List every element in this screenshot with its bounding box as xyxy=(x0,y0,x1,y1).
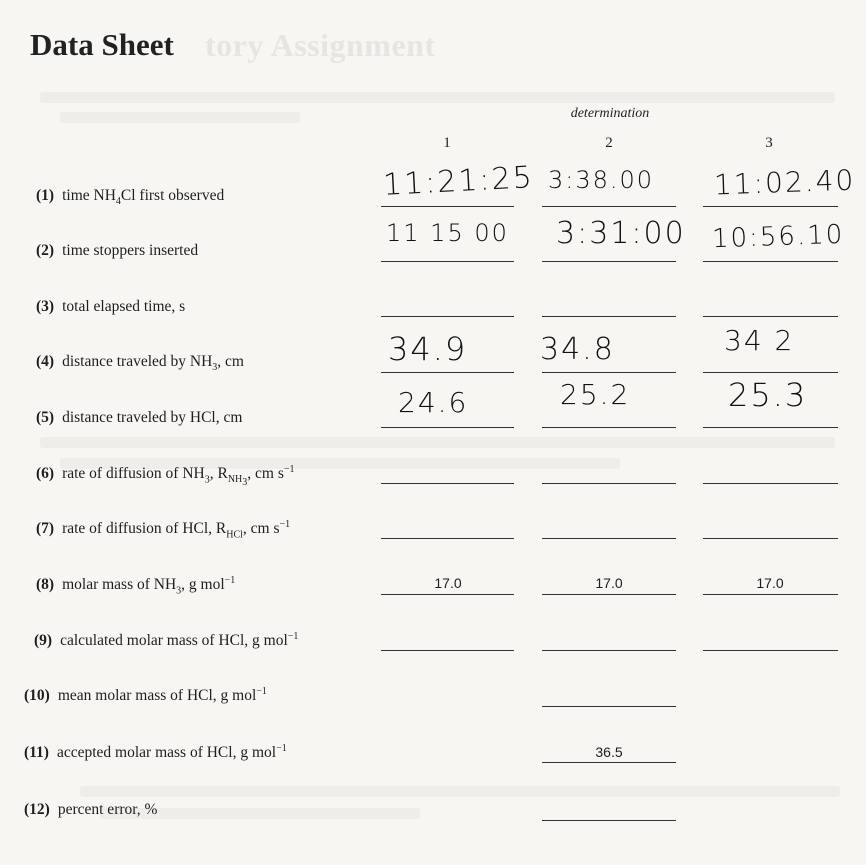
bleed-through-heading: tory Assignment xyxy=(205,27,436,63)
determination-header: determination xyxy=(570,106,650,121)
row-label-9: (9) calculated molar mass of HCl, g mol$^{-1}$ xyxy=(34,631,299,650)
blank-line[interactable] xyxy=(381,538,514,539)
row-label-8: (8) molar mass of $NH_3$, g mol$^{-1}$ xyxy=(36,575,236,597)
blank-line[interactable] xyxy=(542,206,676,207)
column-number-1: 1 xyxy=(443,135,451,151)
handwritten-time-stoppers-2: 3:31:00 xyxy=(556,216,686,251)
handwritten-time-observed-3: 11:02.40 xyxy=(713,163,856,202)
handwritten-distance-nh3-3: 34 2 xyxy=(724,324,795,357)
blank-line[interactable] xyxy=(381,483,514,484)
row-label-10: (10) mean molar mass of HCl, g mol$^{-1}$ xyxy=(24,686,267,705)
blank-line[interactable] xyxy=(703,483,838,484)
handwritten-time-observed-2: 3:38.00 xyxy=(548,166,655,194)
row-label-12: (12) percent error, % xyxy=(24,801,158,818)
blank-line[interactable] xyxy=(542,762,676,763)
bleed-through-line xyxy=(40,437,835,448)
row-label-5: (5) distance traveled by HCl, cm xyxy=(36,409,243,426)
accepted-molar-mass-hcl-value: 36.5 xyxy=(595,744,623,760)
handwritten-time-observed-1: 11:21:25 xyxy=(382,160,535,203)
blank-line[interactable] xyxy=(542,820,676,821)
bleed-through-line xyxy=(60,112,300,123)
blank-line[interactable] xyxy=(703,427,838,428)
handwritten-distance-hcl-1: 24.6 xyxy=(398,386,469,419)
blank-line[interactable] xyxy=(542,261,676,262)
handwritten-distance-hcl-3: 25.3 xyxy=(728,376,808,414)
handwritten-time-stoppers-3: 10:56.10 xyxy=(711,219,845,255)
blank-line[interactable] xyxy=(381,594,514,595)
row-label-7: (7) rate of diffusion of HCl, $R_{HCl}$, cm $s^{-1}$ xyxy=(36,519,291,541)
molar-mass-nh3-value-3: 17.0 xyxy=(756,575,784,591)
blank-line[interactable] xyxy=(703,538,838,539)
row-label-6: (6) rate of diffusion of $NH_3$, $R_{NH_3}$, cm $s^{-1}$ xyxy=(36,464,295,489)
row-label-3: (3) total elapsed time, s xyxy=(36,298,186,315)
handwritten-distance-hcl-2: 25.2 xyxy=(560,378,631,411)
blank-line[interactable] xyxy=(703,594,838,595)
blank-line[interactable] xyxy=(703,372,838,373)
blank-line[interactable] xyxy=(381,650,514,651)
blank-line[interactable] xyxy=(381,427,514,428)
blank-line[interactable] xyxy=(542,594,676,595)
blank-line[interactable] xyxy=(381,261,514,262)
blank-line[interactable] xyxy=(703,261,838,262)
handwritten-time-stoppers-1: 11 15 00 xyxy=(386,219,509,247)
blank-line[interactable] xyxy=(381,206,514,207)
blank-line[interactable] xyxy=(542,483,676,484)
column-number-2: 2 xyxy=(605,135,613,151)
blank-line[interactable] xyxy=(381,316,514,317)
blank-line[interactable] xyxy=(542,316,676,317)
molar-mass-nh3-value-2: 17.0 xyxy=(595,575,623,591)
row-label-11: (11) accepted molar mass of HCl, g mol$^{-1}$ xyxy=(24,743,287,762)
blank-line[interactable] xyxy=(542,706,676,707)
handwritten-distance-nh3-2: 34.8 xyxy=(540,332,615,367)
bleed-through-line xyxy=(40,92,835,103)
molar-mass-nh3-value-1: 17.0 xyxy=(434,575,462,591)
blank-line[interactable] xyxy=(381,372,514,373)
blank-line[interactable] xyxy=(703,206,838,207)
row-label-1: (1) time $NH_4Cl$ first observed xyxy=(36,187,225,208)
handwritten-distance-nh3-1: 34.9 xyxy=(388,330,468,368)
blank-line[interactable] xyxy=(542,650,676,651)
blank-line[interactable] xyxy=(703,650,838,651)
row-label-2: (2) time stoppers inserted xyxy=(36,242,199,259)
blank-line[interactable] xyxy=(542,538,676,539)
blank-line[interactable] xyxy=(542,427,676,428)
bleed-through-line xyxy=(80,786,840,797)
page-title: Data Sheet xyxy=(30,27,174,62)
row-label-4: (4) distance traveled by $NH_3$, cm xyxy=(36,353,244,374)
blank-line[interactable] xyxy=(703,316,838,317)
column-number-3: 3 xyxy=(765,135,773,151)
blank-line[interactable] xyxy=(542,372,676,373)
